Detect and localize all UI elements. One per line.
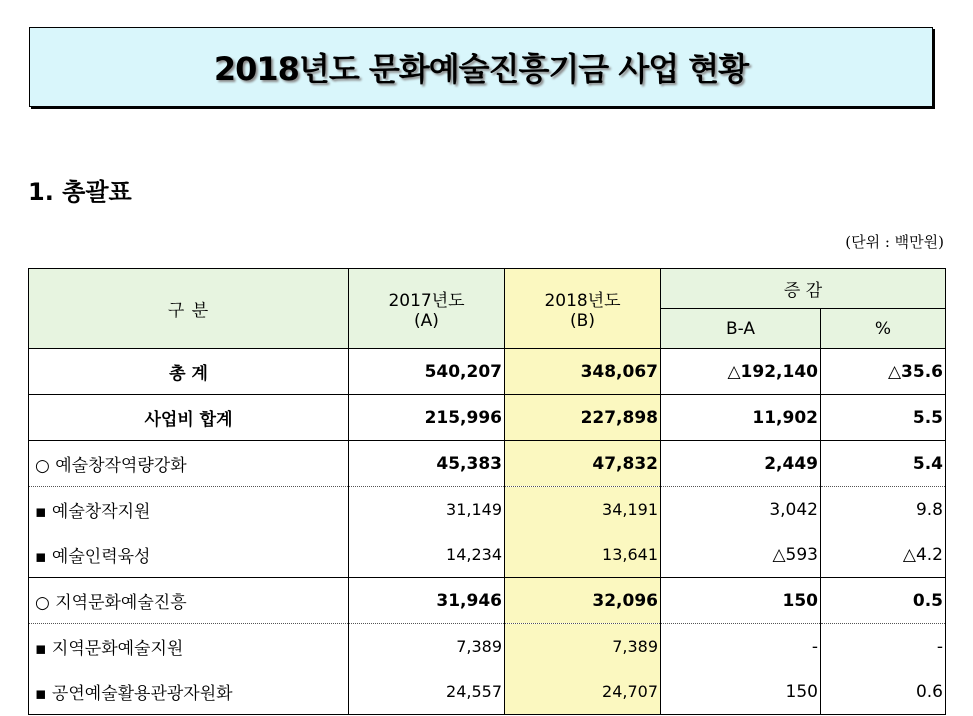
cell-diff: - [661, 624, 821, 670]
cell-2017: 31,149 [349, 487, 505, 533]
table-row [29, 441, 946, 487]
header-diff: B-A [661, 309, 821, 349]
cell-2017: 7,389 [349, 624, 505, 670]
row-label: ▪ 지역문화예술지원 [29, 624, 349, 670]
cell-diff: 150 [661, 669, 821, 715]
header-2017: 2017년도 (A) [349, 269, 505, 349]
table-row [29, 349, 946, 395]
cell-2018: 7,389 [505, 624, 661, 670]
cell-pct: 5.4 [821, 441, 946, 487]
table-row [29, 487, 946, 533]
cell-2017: 45,383 [349, 441, 505, 487]
cell-diff: 3,042 [661, 487, 821, 533]
row-label: ▪ 공연예술활용관광자원화 [29, 669, 349, 715]
cell-pct: 0.6 [821, 669, 946, 715]
cell-diff: 150 [661, 578, 821, 624]
summary-table [28, 268, 946, 715]
table-row [29, 578, 946, 624]
page-title: 2018년도 문화예술진흥기금 사업 현황 [29, 27, 933, 107]
table-row [29, 532, 946, 578]
table-row [29, 395, 946, 441]
section-heading: 1. 총괄표 [28, 178, 132, 206]
cell-diff: 2,449 [661, 441, 821, 487]
row-label: ○ 지역문화예술진흥 [29, 578, 349, 624]
cell-2018: 32,096 [505, 578, 661, 624]
cell-2017: 14,234 [349, 532, 505, 578]
row-label: ▪ 예술인력육성 [29, 532, 349, 578]
row-label: ▪ 예술창작지원 [29, 487, 349, 533]
unit-note: (단위 : 백만원) [845, 233, 944, 251]
header-2018: 2018년도 (B) [505, 269, 661, 349]
header-category: 구 분 [29, 269, 349, 349]
row-label: 사업비 합계 [29, 395, 349, 441]
cell-2017: 31,946 [349, 578, 505, 624]
table-row [29, 624, 946, 670]
cell-2018: 227,898 [505, 395, 661, 441]
cell-pct: △4.2 [821, 532, 946, 578]
cell-pct: 0.5 [821, 578, 946, 624]
cell-2018: 47,832 [505, 441, 661, 487]
cell-2018: 348,067 [505, 349, 661, 395]
cell-2018: 13,641 [505, 532, 661, 578]
cell-diff: 11,902 [661, 395, 821, 441]
cell-pct: 9.8 [821, 487, 946, 533]
cell-2017: 215,996 [349, 395, 505, 441]
cell-pct: - [821, 624, 946, 670]
cell-2018: 34,191 [505, 487, 661, 533]
cell-pct: △35.6 [821, 349, 946, 395]
row-label: 총 계 [29, 349, 349, 395]
table-row [29, 669, 946, 715]
row-label: ○ 예술창작역량강화 [29, 441, 349, 487]
cell-2017: 24,557 [349, 669, 505, 715]
cell-2018: 24,707 [505, 669, 661, 715]
cell-diff: △593 [661, 532, 821, 578]
header-change: 증 감 [661, 269, 946, 309]
header-pct: % [821, 309, 946, 349]
cell-pct: 5.5 [821, 395, 946, 441]
cell-diff: △192,140 [661, 349, 821, 395]
cell-2017: 540,207 [349, 349, 505, 395]
